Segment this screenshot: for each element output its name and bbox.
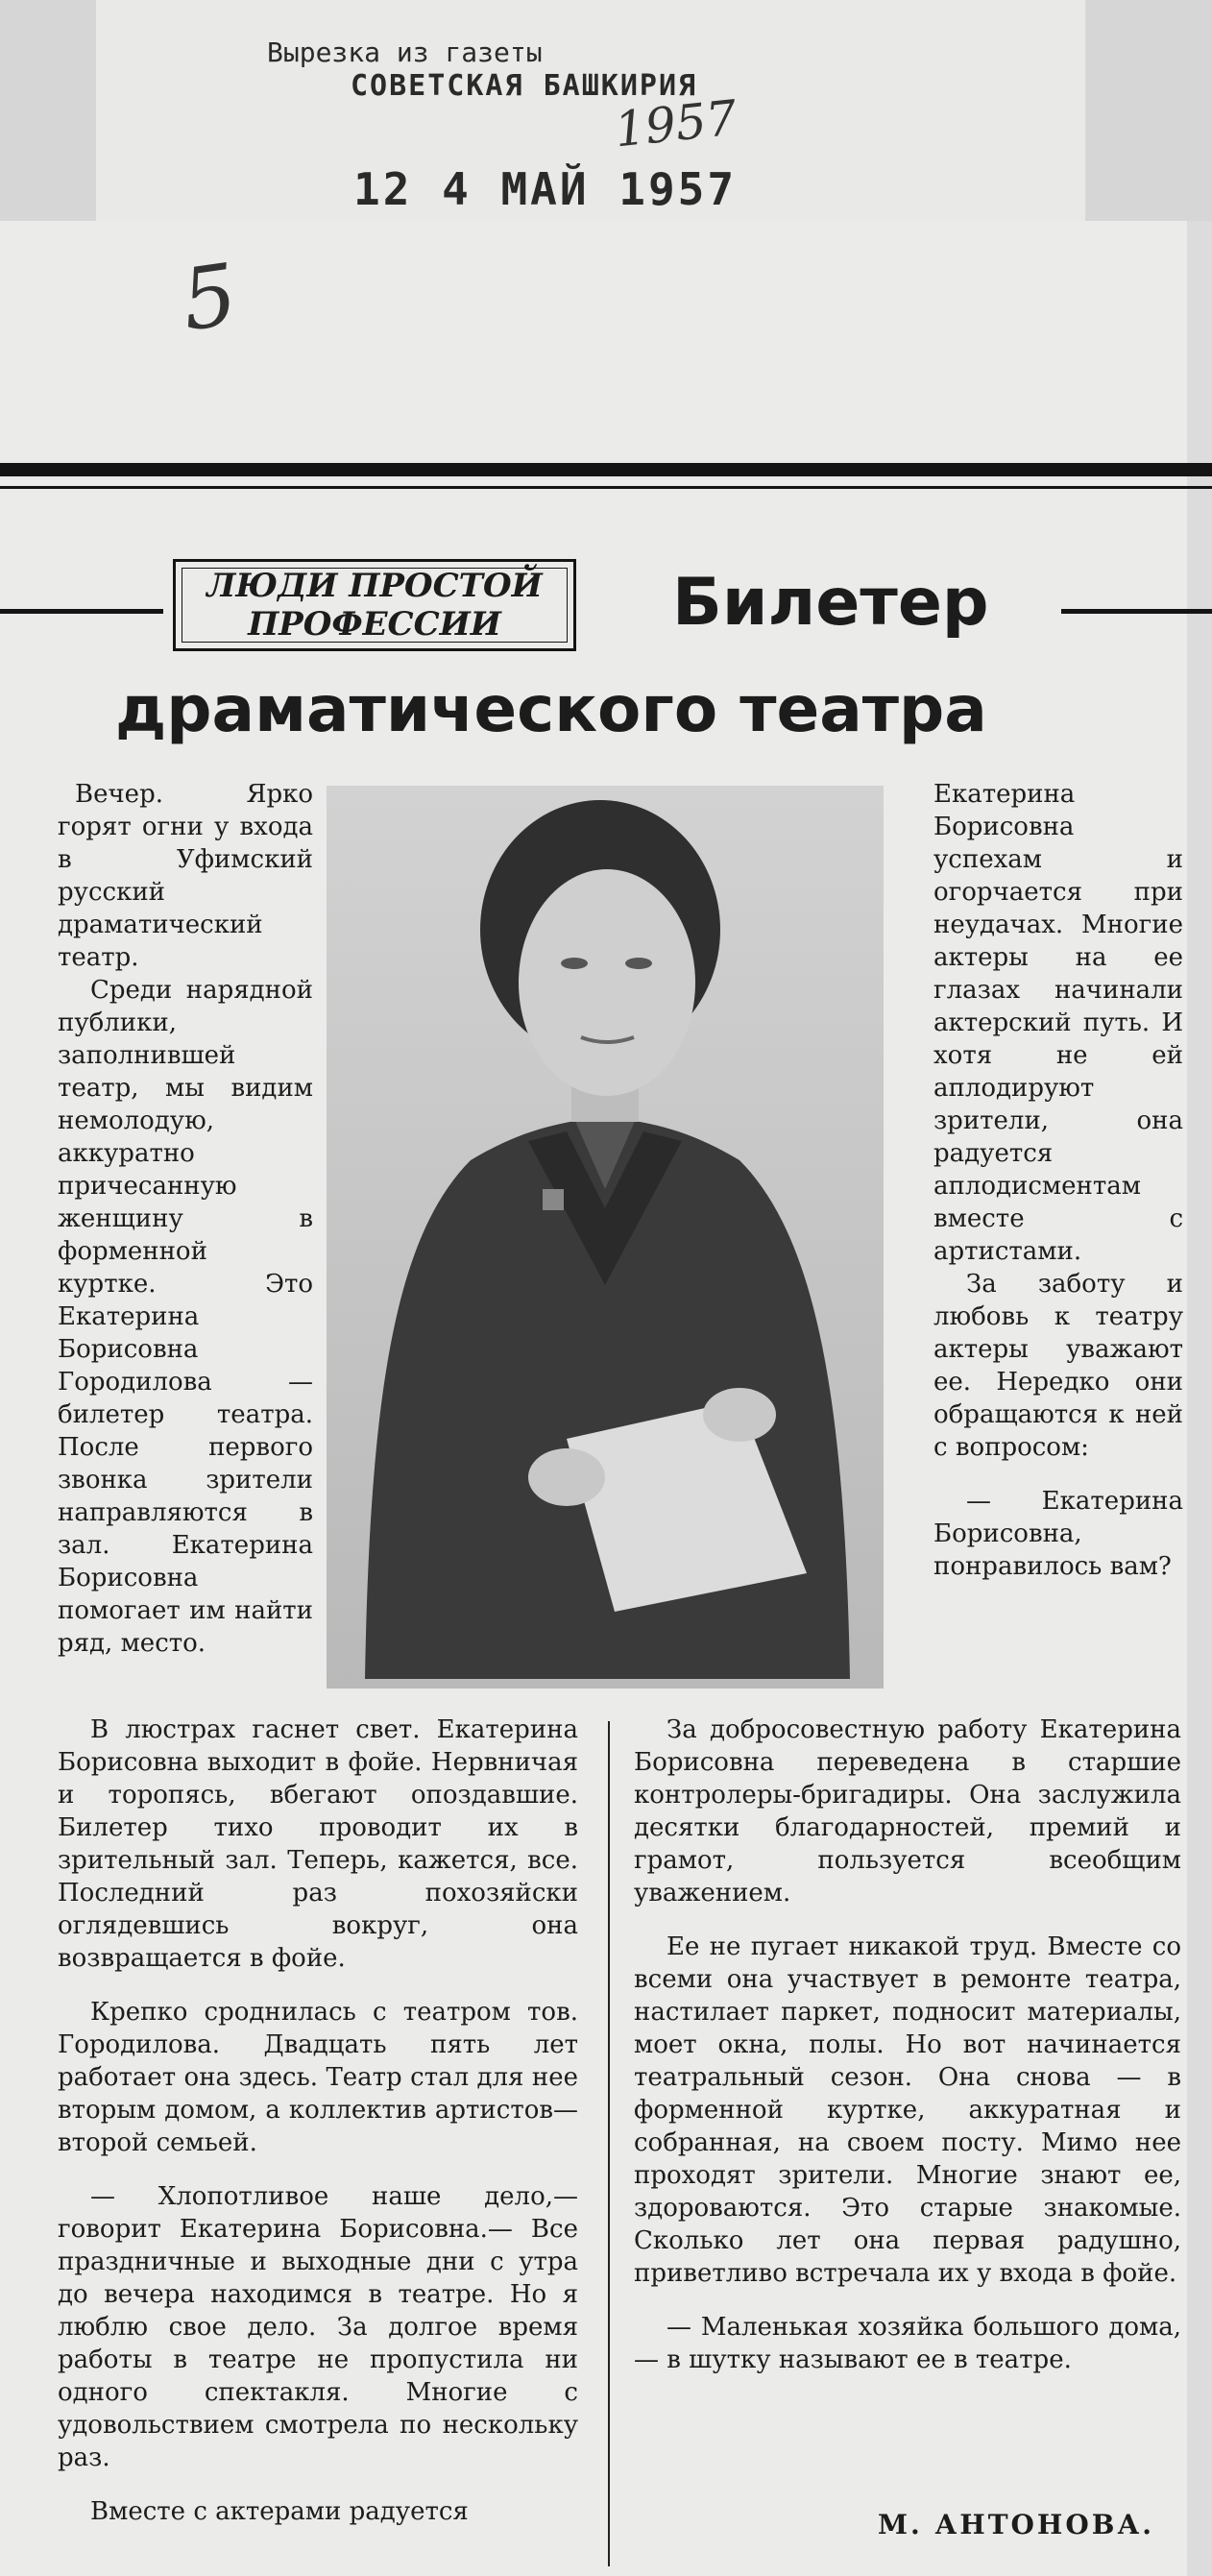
column-left-bottom xyxy=(58,1713,578,2528)
author-signature: М. АНТОНОВА. xyxy=(877,2509,1154,2540)
paragraph: Вместе с актерами радуется xyxy=(90,2497,469,2526)
heading-rule-right xyxy=(1061,609,1212,614)
paragraph: За добросовестную работу Екатерина Борисовна переведена в старшие контролеры-бригадиры. Она заслужила десятки благодарностей, премий и грамот, пользуется всеобщим уважением. xyxy=(634,1715,1181,1908)
paragraph: Ее не пугает никакой труд. Вместе со всеми она участвует в ремонте театра, настилает паркет, подносит материалы, моет окна, полы. Но вот начинается театральный сезон. Она снова — в форменной куртке, аккуратная и собранная, на своем посту. Мимо нее проходят зрители. Многие знают ее, здороваются. Это старые знакомые. Сколько лет она первая радушно, приветливо встречала их у входа в фойе. xyxy=(634,1932,1181,2288)
rubric-line-1: ЛЮДИ ПРОСТОЙ xyxy=(206,567,543,605)
rubric-line-2: ПРОФЕССИИ xyxy=(248,605,501,644)
paragraph: — Маленькая хозяйка большого дома,— в шутку называют ее в театре. xyxy=(634,2313,1181,2374)
portrait-photo xyxy=(327,786,884,1689)
paragraph: Екатерина Борисовна успехам и огорчается при неудачах. Многие актеры на ее глазах начинали актерский путь. И хотя не ей аплодируют зрители, она радуется аплодисментам вместе с артистами. xyxy=(933,780,1183,1266)
column-right-top xyxy=(933,778,1183,1583)
rubric-box xyxy=(173,559,576,651)
rule-thin xyxy=(0,486,1212,489)
paragraph: Среди нарядной публики, заполнившей театр, мы видим немолодую, аккуратно причесанную женщину в форменной куртке. Это Екатерина Борисовна Городилова — билетер театра. После первого звонка зрители направляются в зал. Екатерина Борисовна помогает им найти ряд, место. xyxy=(58,976,313,1658)
paragraph: — Хлопотливое наше дело,— говорит Екатерина Борисовна.— Все праздничные и выходные дни с утра до вечера находимся в театре. Но я люблю свое дело. За долгое время работы в театре не пропустила ни одного спектакля. Многие с удовольствием смотрела по нескольку раз. xyxy=(58,2182,578,2472)
paragraph: Вечер. Ярко горят огни у входа в Уфимский русский драматический театр. xyxy=(58,780,313,972)
portrait-illustration xyxy=(327,786,884,1689)
paragraph: За заботу и любовь к театру актеры уважают ее. Нередко они обращаются к ней с вопросом: xyxy=(933,1270,1183,1462)
column-right-bottom xyxy=(634,1713,1181,2376)
handwritten-number: 5 xyxy=(176,244,243,351)
clipping-stamp-slip xyxy=(96,0,1085,240)
paragraph: — Екатерина Борисовна, понравилось вам? xyxy=(933,1487,1183,1581)
clipping-edge xyxy=(1187,221,1212,2576)
date-stamp: 12 4 МАЙ 1957 xyxy=(353,163,738,215)
paragraph: Крепко сроднилась с театром тов. Городилова. Двадцать пять лет работает она здесь. Театр стал для нее вторым домом, а коллектив артистов—второй семьей. xyxy=(58,1998,578,2157)
article-title-line-2: драматического театра xyxy=(115,672,987,746)
column-left-top xyxy=(58,778,313,1660)
article-title-line-1: Билетер xyxy=(672,565,989,641)
newspaper-name: СОВЕТСКАЯ БАШКИРИЯ xyxy=(351,69,698,103)
rule-thick xyxy=(0,463,1212,476)
handwritten-year: 1957 xyxy=(612,89,739,158)
paragraph: В люстрах гаснет свет. Екатерина Борисовна выходит в фойе. Нервничая и торопясь, вбегают опоздавшие. Билетер тихо проводит их в зрительный зал. Теперь, кажется, все. Последний раз похозяйски оглядевшись вокруг, она возвращается в фойе. xyxy=(58,1715,578,1973)
heading-rule-left xyxy=(0,609,163,614)
column-divider xyxy=(608,1721,610,2566)
source-label: Вырезка из газеты xyxy=(267,36,543,68)
